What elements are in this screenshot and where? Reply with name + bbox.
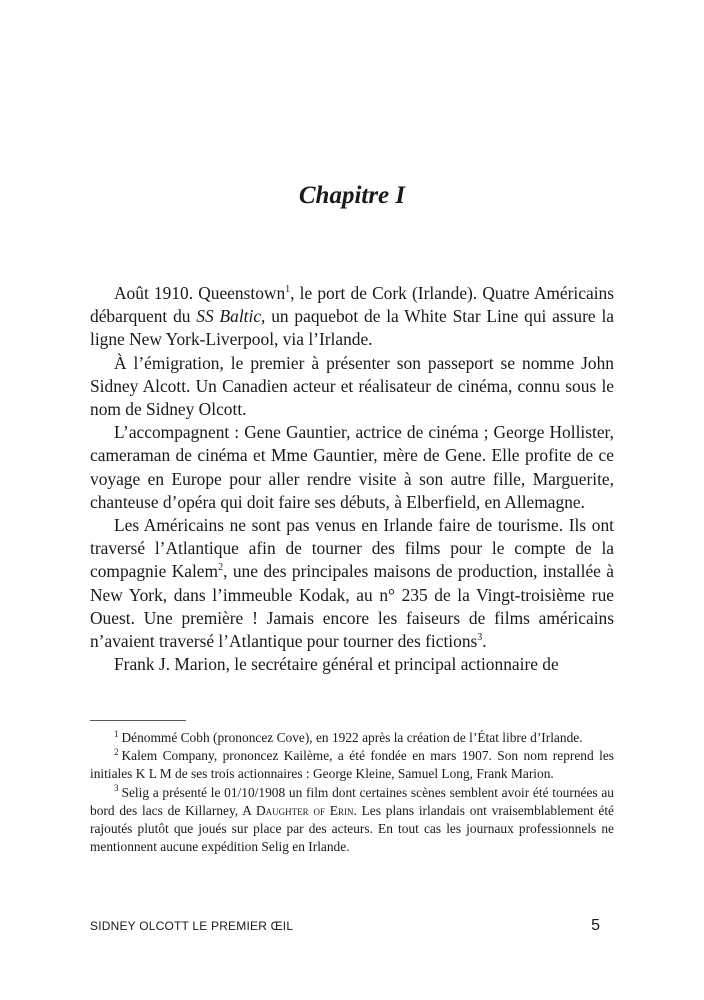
chapter-title: Chapitre I	[298, 182, 406, 209]
footnote-1	[90, 729, 614, 747]
footnote-divider	[90, 720, 186, 721]
paragraph-1-text-c: , un paquebot de la White Star Line qui assure la ligne New York-Liverpool, via l’Irlande.	[90, 306, 614, 350]
paragraph-5: Frank J. Marion, le secrétaire général et principal actionnaire de	[114, 654, 559, 675]
paragraph-1-text-a: Août 1910. Queenstown	[114, 283, 286, 303]
paragraph-4-text-c: .	[482, 631, 487, 652]
footnote-1-number: 1	[114, 728, 119, 739]
ship-name: SS Baltic	[196, 306, 262, 327]
film-title: Daughter of Erin	[255, 802, 354, 818]
paragraph-4	[90, 514, 614, 653]
footnote-3-text-b: . Les plans irlandais ont vraisemblablement été rajoutés plutôt que joués sur place par des acteurs. En tout cas les journaux professionnels ne mentionnent aucune expédition Selig en Irlande.	[90, 802, 614, 855]
footnote-2-text: Kalem Company, prononcez Kailème, a été fondée en mars 1907. Son nom reprend les initiales K L M de ses trois actionnaires : George Kleine, Samuel Long, Frank Marion.	[90, 748, 614, 782]
body-text	[90, 282, 614, 676]
paragraph-1	[90, 282, 614, 352]
footnote-ref-3: 3	[477, 632, 483, 644]
paragraph-3: L’accompagnent : Gene Gauntier, actrice de cinéma ; George Hollister, cameraman de cinéma et Mme Gauntier, mère de Gene. Elle profite de ce voyage en Europe pour aller rendre visite à son autre fille, Marguerite, chanteuse d’opéra qui doit faire ses débuts, à Elberfield, en Allemagne.	[90, 422, 614, 512]
footnotes	[90, 729, 614, 856]
footnote-2-number: 2	[114, 746, 119, 757]
footnote-ref-2: 2	[218, 562, 224, 574]
running-footer-title: SIDNEY OLCOTT LE PREMIER ŒIL	[90, 919, 294, 933]
paragraph-4-text-b: , une des principales maisons de production, installée à New York, dans l’immeuble Kodak, au n° 235 de la Vingt-troisième rue Ouest. Une première ! Jamais encore les faiseurs de films américains n’avaient traversé l’Atlantique pour tourner des fictions	[90, 561, 614, 652]
footnote-3-number: 3	[114, 783, 119, 794]
footnote-ref-1: 1	[285, 284, 291, 296]
paragraph-2: À l’émigration, le premier à présenter son passeport se nomme John Sidney Alcott. Un Canadien acteur et réalisateur de cinéma, connu sous le nom de Sidney Olcott.	[90, 352, 614, 420]
footnote-3-text-a: Selig a présenté le 01/10/1908 un film dont certaines scènes semblent avoir été tournées au bord des lacs de Killarney, A	[90, 784, 614, 818]
paragraph-1-text-b: , le port de Cork (Irlande). Quatre Américains débarquent du	[90, 283, 614, 327]
page-number: 5	[591, 917, 600, 934]
footnote-2	[90, 747, 614, 783]
paragraph-4-text-a: Les Américains ne sont pas venus en Irlande faire de tourisme. Ils ont traversé l’Atlantique afin de tourner des films pour le compte de la compagnie Kalem	[90, 515, 614, 582]
footnote-1-text: Dénommé Cobh (prononcez Cove), en 1922 après la création de l’État libre d’Irlande.	[121, 730, 583, 745]
footnote-3	[90, 784, 614, 857]
